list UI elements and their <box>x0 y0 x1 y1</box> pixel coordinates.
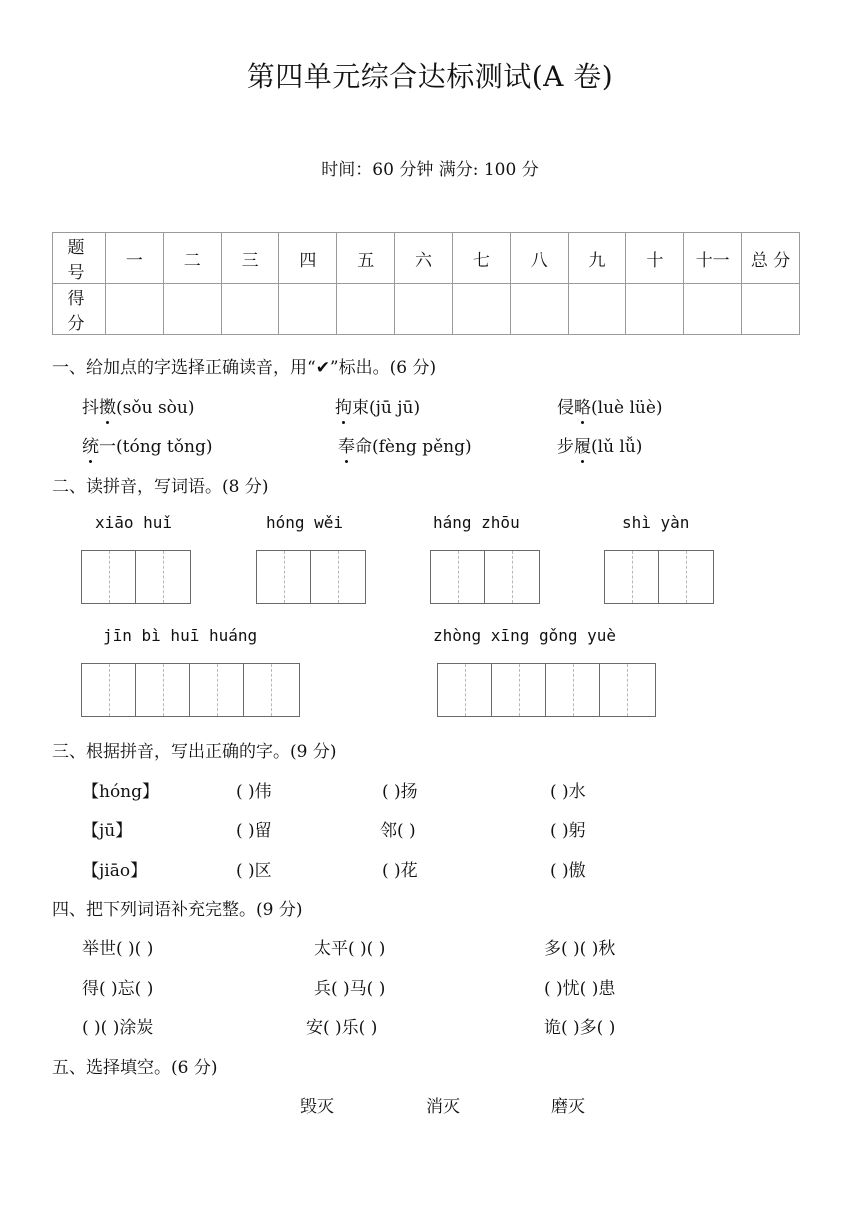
pinyin-prompt: jīn bì huī huáng <box>103 626 258 645</box>
header-cell: 三 <box>221 233 279 284</box>
idiom-blank[interactable]: 诡( )多( ) <box>544 1018 616 1038</box>
writing-cell[interactable] <box>492 664 546 716</box>
writing-cell[interactable] <box>600 664 654 716</box>
item-pinyin: 一(tóng tǒng) <box>99 437 213 457</box>
choice-word: 磨灭 <box>551 1097 585 1117</box>
writing-cell[interactable] <box>605 551 659 603</box>
writing-grid[interactable] <box>604 550 714 604</box>
header-cell: 二 <box>163 233 221 284</box>
pronunciation-item[interactable] <box>557 432 642 457</box>
section5-heading: 五、选择填空。(6 分) <box>52 1058 218 1078</box>
writing-grid[interactable] <box>256 550 366 604</box>
score-cell[interactable] <box>106 284 164 335</box>
score-cell[interactable] <box>452 284 510 335</box>
idiom-blank[interactable]: 太平( )( ) <box>314 939 386 959</box>
writing-cell[interactable] <box>136 551 190 603</box>
dotted-char: 略 <box>574 398 591 418</box>
header-cell: 一 <box>106 233 164 284</box>
pronunciation-item[interactable] <box>82 432 212 457</box>
pinyin-label: 【hóng】 <box>82 782 160 802</box>
score-cell[interactable] <box>395 284 453 335</box>
fill-blank[interactable]: ( )躬 <box>550 821 586 841</box>
pinyin-label: 【jiāo】 <box>82 861 148 881</box>
score-table <box>52 232 800 335</box>
writing-grid[interactable] <box>81 550 191 604</box>
item-pinyin: (sǒu sòu) <box>116 398 195 418</box>
header-cell: 七 <box>452 233 510 284</box>
idiom-blank[interactable]: ( )( )涂炭 <box>82 1018 154 1038</box>
dotted-char: 履 <box>574 437 591 457</box>
item-pinyin: 命(fèng pěng) <box>355 437 472 457</box>
fill-blank[interactable]: ( )留 <box>236 821 272 841</box>
fill-blank[interactable]: ( )伟 <box>236 782 272 802</box>
header-cell: 十一 <box>684 233 742 284</box>
pronunciation-item[interactable] <box>82 393 194 418</box>
writing-cell[interactable] <box>257 551 311 603</box>
writing-cell[interactable] <box>438 664 492 716</box>
score-cell[interactable] <box>684 284 742 335</box>
writing-cell[interactable] <box>136 664 190 716</box>
score-cell[interactable] <box>626 284 684 335</box>
section2-heading: 二、读拼音，写词语。(8 分) <box>52 477 269 497</box>
score-cell[interactable] <box>279 284 337 335</box>
score-cell[interactable] <box>163 284 221 335</box>
pinyin-prompt: hóng wěi <box>266 513 344 532</box>
score-row-label: 得 分 <box>53 284 106 335</box>
fill-blank[interactable]: ( )水 <box>550 782 586 802</box>
writing-cell[interactable] <box>311 551 365 603</box>
item-pinyin: 束(jū jū) <box>352 398 421 418</box>
header-cell: 五 <box>337 233 395 284</box>
section1-heading: 一、给加点的字选择正确读音，用“✔”标出。(6 分) <box>52 358 437 378</box>
header-cell: 九 <box>568 233 626 284</box>
score-table-header-row <box>53 233 800 284</box>
writing-cell[interactable] <box>546 664 600 716</box>
dotted-char: 奉 <box>338 437 355 457</box>
fill-blank[interactable]: 邻( ) <box>380 821 416 841</box>
writing-cell[interactable] <box>190 664 244 716</box>
score-cell[interactable] <box>221 284 279 335</box>
header-cell: 题 号 <box>53 233 106 284</box>
fill-blank[interactable]: ( )花 <box>382 861 418 881</box>
writing-grid[interactable] <box>437 663 656 717</box>
section3-heading: 三、根据拼音，写出正确的字。(9 分) <box>52 742 337 762</box>
pronunciation-item[interactable] <box>557 393 663 418</box>
page-title: 第四单元综合达标测试(A 卷) <box>246 60 614 93</box>
pinyin-label: 【jū】 <box>82 821 133 841</box>
pinyin-prompt: xiāo huǐ <box>95 513 173 532</box>
idiom-blank[interactable]: 多( )( )秋 <box>544 939 616 959</box>
writing-cell[interactable] <box>659 551 713 603</box>
dotted-char: 拘 <box>335 398 352 418</box>
item-text: 步 <box>557 437 574 457</box>
exam-info: 时间：60 分钟 满分: 100 分 <box>321 160 539 180</box>
item-text: 侵 <box>557 398 574 418</box>
idiom-blank[interactable]: 安( )乐( ) <box>306 1018 378 1038</box>
writing-grid[interactable] <box>81 663 300 717</box>
choice-word: 消灭 <box>426 1097 460 1117</box>
idiom-blank[interactable]: ( )忧( )患 <box>544 979 616 999</box>
score-cell[interactable] <box>742 284 800 335</box>
pinyin-prompt: shì yàn <box>622 513 690 532</box>
writing-cell[interactable] <box>485 551 539 603</box>
choice-word: 毁灭 <box>300 1097 334 1117</box>
pinyin-prompt: háng zhōu <box>433 513 520 532</box>
item-pinyin: (luè lüè) <box>591 398 663 418</box>
pronunciation-item[interactable] <box>338 432 472 457</box>
idiom-blank[interactable]: 得( )忘( ) <box>82 979 154 999</box>
header-cell: 八 <box>510 233 568 284</box>
writing-cell[interactable] <box>82 551 136 603</box>
header-cell: 六 <box>395 233 453 284</box>
score-cell[interactable] <box>568 284 626 335</box>
idiom-blank[interactable]: 兵( )马( ) <box>314 979 386 999</box>
idiom-blank[interactable]: 举世( )( ) <box>82 939 154 959</box>
writing-grid[interactable] <box>430 550 540 604</box>
section4-heading: 四、把下列词语补充完整。(9 分) <box>52 900 303 920</box>
score-cell[interactable] <box>337 284 395 335</box>
header-cell: 十 <box>626 233 684 284</box>
writing-cell[interactable] <box>244 664 298 716</box>
writing-cell[interactable] <box>82 664 136 716</box>
dotted-char: 统 <box>82 437 99 457</box>
fill-blank[interactable]: ( )傲 <box>550 861 586 881</box>
writing-cell[interactable] <box>431 551 485 603</box>
fill-blank[interactable]: ( )区 <box>236 861 272 881</box>
header-cell: 总 分 <box>742 233 800 284</box>
item-pinyin: (lǔ lǚ) <box>591 437 643 457</box>
pronunciation-item[interactable] <box>335 393 420 418</box>
dotted-char: 擞 <box>99 398 116 418</box>
pinyin-prompt: zhòng xīng gǒng yuè <box>433 626 617 645</box>
fill-blank[interactable]: ( )扬 <box>382 782 418 802</box>
score-table-score-row <box>53 284 800 335</box>
score-cell[interactable] <box>510 284 568 335</box>
item-text: 抖 <box>82 398 99 418</box>
header-cell: 四 <box>279 233 337 284</box>
